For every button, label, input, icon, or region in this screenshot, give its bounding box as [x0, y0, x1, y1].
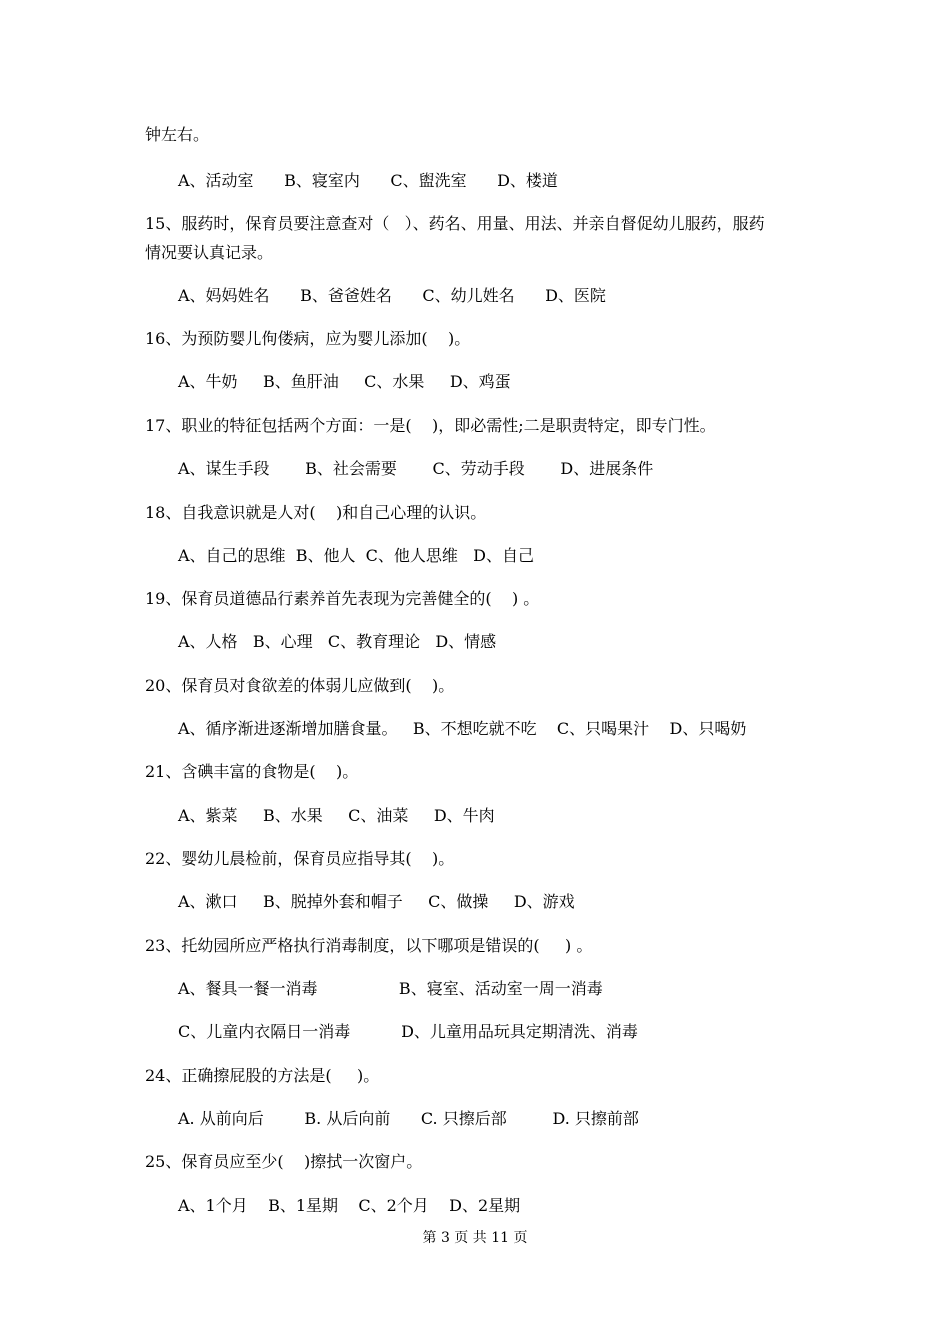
- question-text: 情况要认真记录。: [145, 243, 274, 262]
- question-options: A、紫菜 B、水果 C、油菜 D、牛肉: [178, 806, 495, 825]
- page-footer: 第 3 页 共 11 页: [422, 1230, 528, 1246]
- question-options: A、漱口 B、脱掉外套和帽子 C、做操 D、游戏: [178, 892, 575, 911]
- question-text: 18、自我意识就是人对( )和自己心理的认识。: [145, 503, 487, 522]
- question-options: A、人格 B、心理 C、教育理论 D、情感: [178, 632, 497, 651]
- question-text: 15、服药时，保育员要注意查对（ ）、药名、用量、用法、并亲自督促幼儿服药，服药: [145, 214, 765, 233]
- question-text: 19、保育员道德品行素养首先表现为完善健全的( ) 。: [145, 589, 540, 608]
- question-options: A、牛奶 B、鱼肝油 C、水果 D、鸡蛋: [178, 372, 511, 391]
- question-options: A、谋生手段 B、社会需要 C、劳动手段 D、进展条件: [178, 459, 654, 478]
- question-options: A、循序渐进逐渐增加膳食量。 B、不想吃就不吃 C、只喝果汁 D、只喝奶: [178, 719, 747, 738]
- question-options: A、自己的思维 B、他人 C、他人思维 D、自己: [178, 546, 534, 565]
- question-text: 16、为预防婴儿佝偻病，应为婴儿添加( )。: [145, 329, 471, 348]
- question-options: A. 从前向后 B. 从后向前 C. 只擦后部 D. 只擦前部: [178, 1109, 639, 1128]
- question-text: 20、保育员对食欲差的体弱儿应做到( )。: [145, 676, 455, 695]
- question-text: 22、婴幼儿晨检前，保育员应指导其( )。: [145, 849, 455, 868]
- question-options: C、儿童内衣隔日一消毒 D、儿童用品玩具定期清洗、消毒: [178, 1022, 638, 1041]
- q14-options: A、活动室 B、寝室内 C、盥洗室 D、楼道: [178, 171, 558, 190]
- intro-text: 钟左右。: [145, 125, 210, 144]
- question-text: 23、托幼园所应严格执行消毒制度，以下哪项是错误的( ) 。: [145, 936, 593, 955]
- question-options: A、妈妈姓名 B、爸爸姓名 C、幼儿姓名 D、医院: [178, 286, 606, 305]
- question-options: A、餐具一餐一消毒 B、寝室、活动室一周一消毒: [178, 979, 603, 998]
- question-text: 24、正确擦屁股的方法是( )。: [145, 1066, 380, 1085]
- question-text: 25、保育员应至少( )擦拭一次窗户。: [145, 1152, 423, 1171]
- question-text: 21、含碘丰富的食物是( )。: [145, 762, 359, 781]
- question-text: 17、职业的特征包括两个方面：一是( )，即必需性;二是职责特定，即专门性。: [145, 416, 716, 435]
- question-options: A、1个月 B、1星期 C、2个月 D、2星期: [178, 1196, 521, 1215]
